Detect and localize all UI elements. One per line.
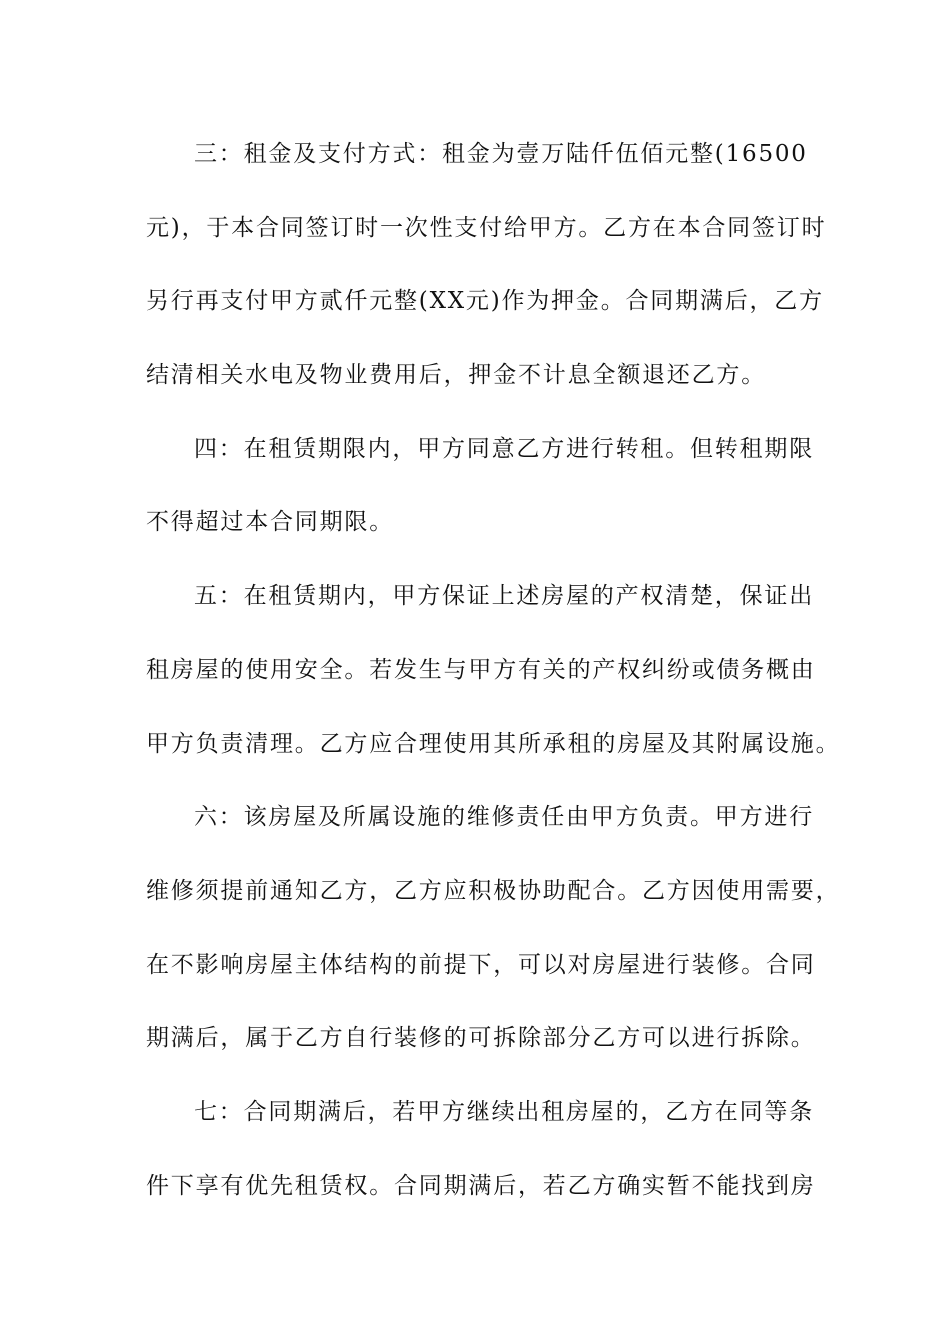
paragraph-line: 元)，于本合同签订时一次性支付给甲方。乙方在本合同签订时 <box>146 214 827 241</box>
clause-6-paragraph <box>146 781 841 1076</box>
clause-4-paragraph <box>146 413 814 560</box>
paragraph-line: 在不影响房屋主体结构的前提下，可以对房屋进行装修。合同 <box>146 951 816 978</box>
paragraph-line: 期满后，属于乙方自行装修的可拆除部分乙方可以进行拆除。 <box>146 1025 816 1052</box>
paragraph-line: 租房屋的使用安全。若发生与甲方有关的产权纠纷或债务概由 <box>146 656 816 683</box>
paragraph-line: 五：在租赁期内，甲方保证上述房屋的产权清楚，保证出 <box>194 583 814 610</box>
clause-7-paragraph <box>146 1076 816 1223</box>
paragraph-line: 另行再支付甲方贰仟元整(XX元)作为押金。合同期满后，乙方 <box>146 288 824 315</box>
paragraph-line: 维修须提前通知乙方，乙方应积极协助配合。乙方因使用需要， <box>146 877 841 904</box>
paragraph-line: 四：在租赁期限内，甲方同意乙方进行转租。但转租期限 <box>194 435 814 462</box>
paragraph-line: 七：合同期满后，若甲方继续出租房屋的，乙方在同等条 <box>194 1098 814 1125</box>
paragraph-line: 三：租金及支付方式：租金为壹万陆仟伍佰元整(16500 <box>194 141 808 167</box>
paragraph-line: 结清相关水电及物业费用后，押金不计息全额退还乙方。 <box>146 362 766 389</box>
clause-3-paragraph <box>146 118 827 413</box>
paragraph-line: 甲方负责清理。乙方应合理使用其所承租的房屋及其附属设施。 <box>146 730 841 757</box>
clause-5-paragraph <box>146 560 841 781</box>
paragraph-line: 不得超过本合同期限。 <box>146 509 394 536</box>
paragraph-line: 件下享有优先租赁权。合同期满后，若乙方确实暂不能找到房 <box>146 1172 816 1199</box>
document-body <box>146 118 841 1223</box>
paragraph-line: 六：该房屋及所属设施的维修责任由甲方负责。甲方进行 <box>194 804 814 831</box>
